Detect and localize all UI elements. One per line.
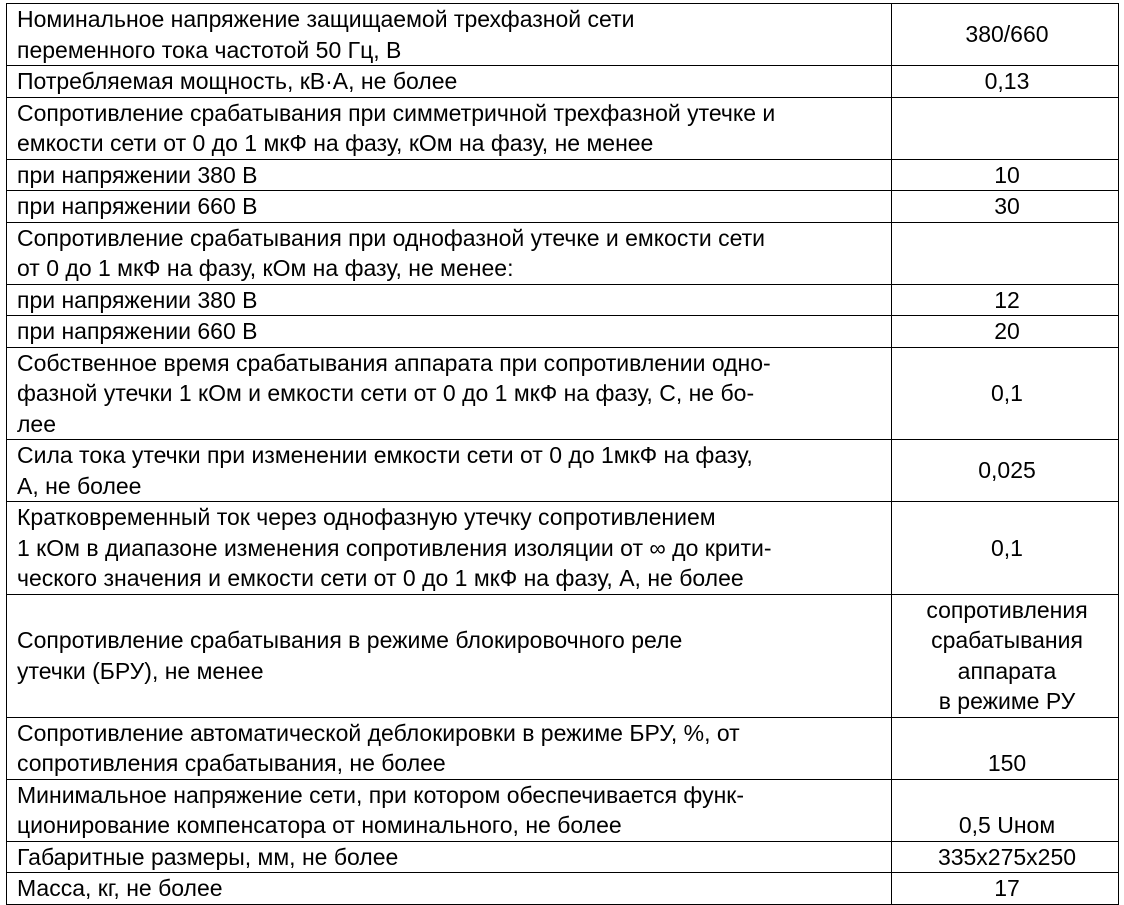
table-row [7, 316, 1119, 348]
value-cell [892, 97, 1119, 159]
param-cell: Масса, кг, не более [7, 873, 892, 905]
param-cell: Сопротивление срабатывания в режиме блокировочного реле утечки (БРУ), не менее [7, 594, 892, 717]
table-row [7, 191, 1119, 223]
value-cell: 10 [892, 159, 1119, 191]
value-cell: 150 [892, 717, 1119, 779]
specifications-table [6, 3, 1119, 905]
value-cell [892, 222, 1119, 284]
value-cell: 12 [892, 284, 1119, 316]
table-row [7, 841, 1119, 873]
table-row [7, 4, 1119, 66]
param-cell: при напряжении 380 В [7, 159, 892, 191]
param-cell: Потребляемая мощность, кВ·А, не более [7, 66, 892, 98]
param-cell: Сопротивление автоматической деблокировки в режиме БРУ, %, от сопротивления срабатывания, не более [7, 717, 892, 779]
param-cell: при напряжении 660 В [7, 316, 892, 348]
table-row [7, 502, 1119, 595]
table-row [7, 347, 1119, 440]
value-cell: 0,1 [892, 347, 1119, 440]
table-row [7, 717, 1119, 779]
table-row [7, 440, 1119, 502]
value-cell: 0,5 Uном [892, 779, 1119, 841]
param-cell: Собственное время срабатывания аппарата при сопротивлении одно- фазной утечки 1 кОм и емкости сети от 0 до 1 мкФ на фазу, С, не бо- лее [7, 347, 892, 440]
value-cell: 17 [892, 873, 1119, 905]
table-row [7, 594, 1119, 717]
param-cell: Минимальное напряжение сети, при котором обеспечивается функ- ционирование компенсатора от номинального, не более [7, 779, 892, 841]
param-cell: Сила тока утечки при изменении емкости сети от 0 до 1мкФ на фазу, А, не более [7, 440, 892, 502]
param-cell: Номинальное напряжение защищаемой трехфазной сети переменного тока частотой 50 Гц, В [7, 4, 892, 66]
table-row [7, 779, 1119, 841]
value-cell: 20 [892, 316, 1119, 348]
value-cell: 0,025 [892, 440, 1119, 502]
table-row [7, 97, 1119, 159]
param-cell: Кратковременный ток через однофазную утечку сопротивлением 1 кОм в диапазоне изменения сопротивления изоляции от ∞ до крити- ческого значения и емкости сети от 0 до 1 мкФ на фазу, А, не более [7, 502, 892, 595]
param-cell: Сопротивление срабатывания при однофазной утечке и емкости сети от 0 до 1 мкФ на фазу, кОм на фазу, не менее: [7, 222, 892, 284]
value-cell: 30 [892, 191, 1119, 223]
param-cell: при напряжении 660 В [7, 191, 892, 223]
table-row [7, 222, 1119, 284]
table-row [7, 873, 1119, 905]
value-cell: 335x275x250 [892, 841, 1119, 873]
table-row [7, 66, 1119, 98]
value-cell: 380/660 [892, 4, 1119, 66]
param-cell: Сопротивление срабатывания при симметричной трехфазной утечке и емкости сети от 0 до 1 мкФ на фазу, кОм на фазу, не менее [7, 97, 892, 159]
param-cell: при напряжении 380 В [7, 284, 892, 316]
value-cell: 0,1 [892, 502, 1119, 595]
table-row [7, 284, 1119, 316]
table-row [7, 159, 1119, 191]
value-cell: 0,13 [892, 66, 1119, 98]
value-cell: сопротивления срабатывания аппарата в режиме РУ [892, 594, 1119, 717]
param-cell: Габаритные размеры, мм, не более [7, 841, 892, 873]
